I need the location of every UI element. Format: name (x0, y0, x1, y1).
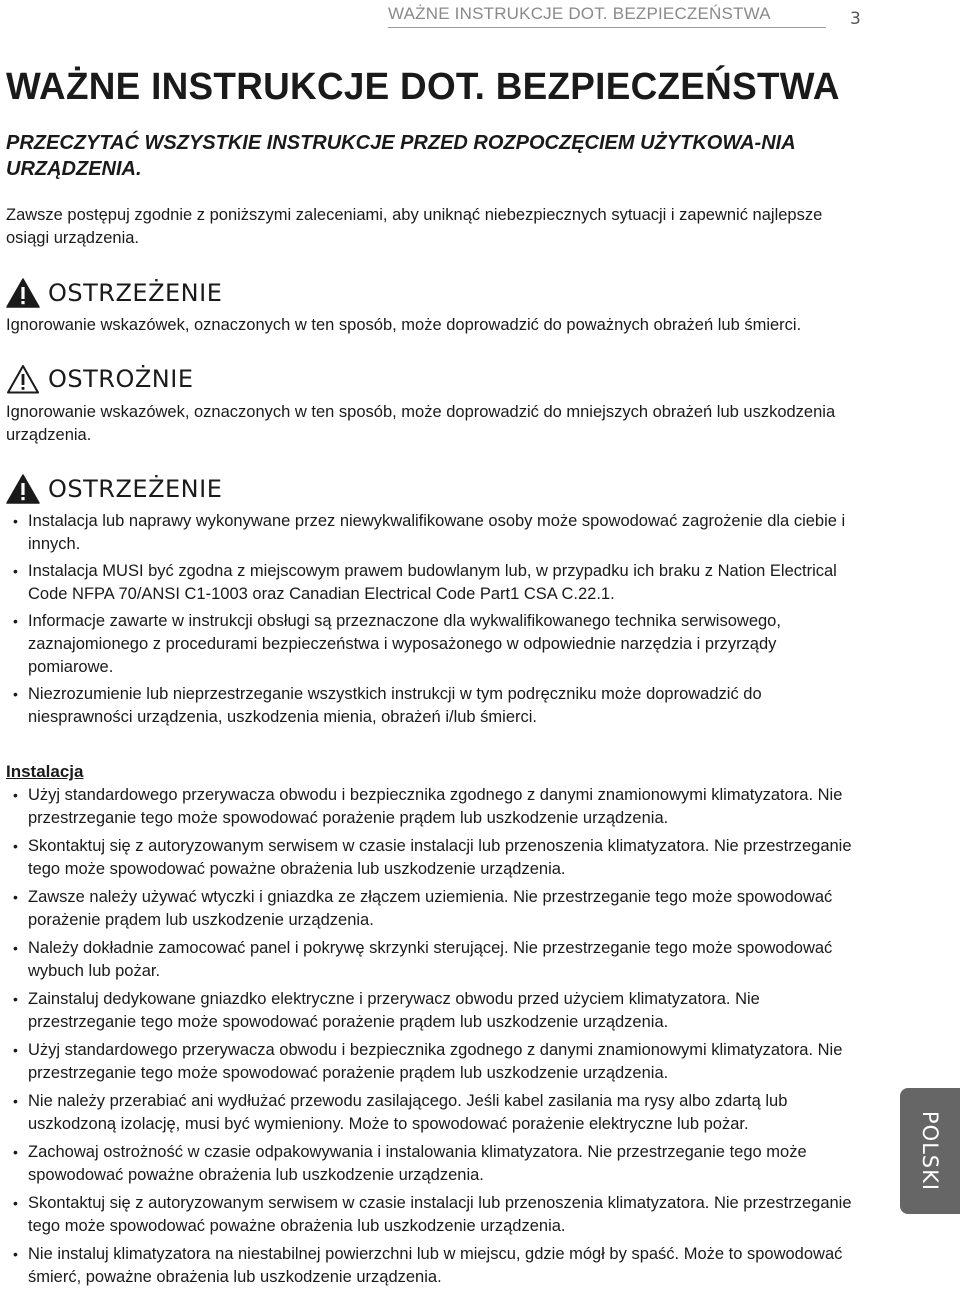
list-item: • Użyj standardowego przerywacza obwodu i bezpiecznika zgodnego z danymi znamionowymi klimatyzatora. Nie przestrzeganie tego może spowodować porażenie prądem lub uszkodzenie urządzenia. (6, 784, 862, 830)
language-tab-label: POLSKI (918, 1110, 942, 1192)
warning-triangle-outline-icon (6, 364, 40, 394)
legend-warning-heading (6, 278, 222, 308)
list-item: • Użyj standardowego przerywacza obwodu i bezpiecznika zgodnego z danymi znamionowymi klimatyzatora. Nie przestrzeganie tego może spowodować porażenie prądem lub uszkodzenie urządzenia. (6, 1039, 862, 1085)
section-heading-installation: Instalacja (6, 762, 84, 781)
installation-list (6, 784, 862, 1294)
running-header: WAŻNE INSTRUKCJE DOT. BEZPIECZEŃSTWA (388, 4, 826, 28)
warning-section-heading (6, 474, 222, 504)
list-item: • Należy dokładnie zamocować panel i pokrywę skrzynki sterującej. Nie przestrzeganie tego może spowodować wybuch lub pożar. (6, 937, 862, 983)
list-item: • Informacje zawarte w instrukcji obsługi są przeznaczone dla wykwalifikowanego technika serwisowego, zaznajomionego z procedurami bezpieczeństwa i wyposażonego w odpowiednie narzędzia i przyrządy pomiarowe. (6, 610, 862, 679)
intro-paragraph: Zawsze postępuj zgodnie z poniższymi zaleceniami, aby uniknąć niebezpiecznych sytuacji i zapewnić najlepsze osiągi urządzenia. (6, 206, 823, 247)
list-item: • Zawsze należy używać wtyczki i gniazdka ze złączem uziemienia. Nie przestrzeganie tego może spowodować porażenie prądem lub uszkodzenie urządzenia. (6, 886, 862, 932)
language-side-tab (900, 1088, 960, 1214)
list-item: • Nie należy przerabiać ani wydłużać przewodu zasilającego. Jeśli kabel zasilania ma rysy albo zdartą lub uszkodzoną izolację, musi być wymieniony. Może to spowodować porażenie elektryczne lub pożar. (6, 1090, 862, 1136)
page-number: 3 (850, 9, 861, 29)
warning-section-label: OSTRZEŻENIE (48, 475, 223, 503)
warning-list (6, 510, 862, 733)
warning-triangle-filled-icon (6, 278, 40, 308)
list-item: • Skontaktuj się z autoryzowanym serwisem w czasie instalacji lub przenoszenia klimatyzatora. Nie przestrzeganie tego może spowodować poważne obrażenia lub uszkodzenie urządzenia. (6, 1192, 862, 1238)
warning-triangle-filled-icon (6, 474, 40, 504)
page-title: WAŻNE INSTRUKCJE DOT. BEZPIECZEŃSTWA (6, 66, 840, 108)
list-item: • Zachowaj ostrożność w czasie odpakowywania i instalowania klimatyzatora. Nie przestrzeganie tego może spowodować poważne obrażenia lub uszkodzenie urządzenia. (6, 1141, 862, 1187)
legend-warning-label: OSTRZEŻENIE (48, 279, 223, 307)
legend-caution-text: Ignorowanie wskazówek, oznaczonych w ten sposób, może doprowadzić do mniejszych obrażeń lub uszkodzenia urządzenia. (6, 403, 836, 444)
list-item: • Instalacja lub naprawy wykonywane przez niewykwalifikowane osoby może spowodować zagrożenie dla ciebie i innych. (6, 510, 862, 556)
legend-warning-text: Ignorowanie wskazówek, oznaczonych w ten sposób, może doprowadzić do poważnych obrażeń lub śmierci. (6, 316, 802, 334)
list-item: • Skontaktuj się z autoryzowanym serwisem w czasie instalacji lub przenoszenia klimatyzatora. Nie przestrzeganie tego może spowodować poważne obrażenia lub uszkodzenie urządzenia. (6, 835, 862, 881)
list-item: • Nie instaluj klimatyzatora na niestabilnej powierzchni lub w miejscu, gdzie mógł by spaść. Może to spowodować śmierć, poważne obrażenia lub uszkodzenie urządzenia. (6, 1243, 862, 1289)
list-item: • Niezrozumienie lub nieprzestrzeganie wszystkich instrukcji w tym podręczniku może doprowadzić do niesprawności urządzenia, uszkodzenia mienia, obrażeń i/lub śmierci. (6, 683, 862, 729)
subtitle: PRZECZYTAĆ WSZYSTKIE INSTRUKCJE PRZED ROZPOCZĘCIEM UŻYTKOWA-NIA URZĄDZENIA. (6, 132, 795, 180)
legend-caution-heading (6, 364, 194, 394)
legend-caution-label: OSTROŻNIE (48, 365, 194, 393)
list-item: • Instalacja MUSI być zgodna z miejscowym prawem budowlanym lub, w przypadku ich braku z Nation Electrical Code NFPA 70/ANSI C1-1003 oraz Canadian Electrical Code Part1 CSA C.22.1. (6, 560, 862, 606)
list-item: • Zainstaluj dedykowane gniazdko elektryczne i przerywacz obwodu przed użyciem klimatyzatora. Nie przestrzeganie tego może spowodować porażenie prądem lub uszkodzenie urządzenia. (6, 988, 862, 1034)
